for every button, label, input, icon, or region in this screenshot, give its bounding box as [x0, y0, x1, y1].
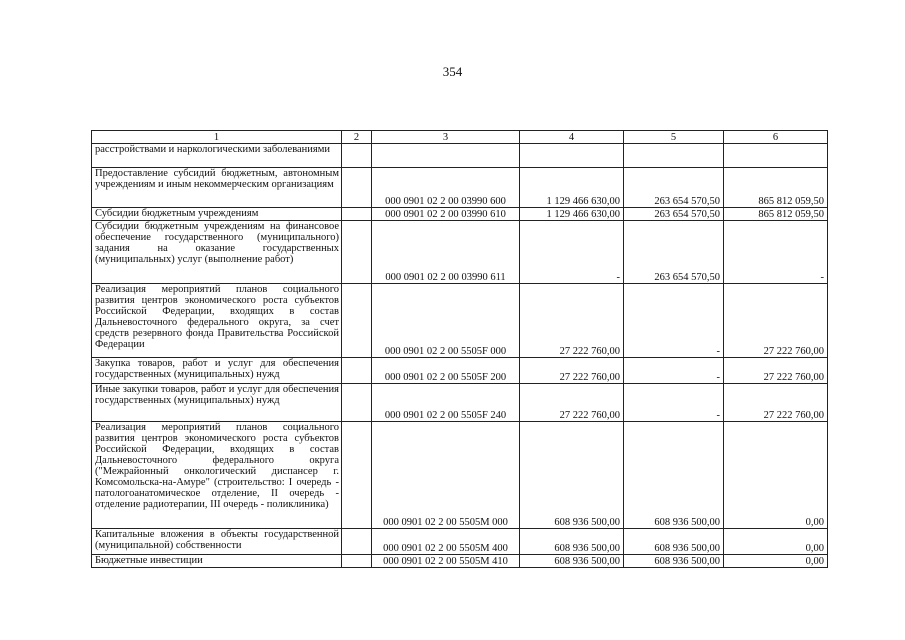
row-col-4: 1 129 466 630,00: [520, 168, 624, 208]
budget-table: [91, 130, 828, 568]
row-code: 000 0901 02 2 00 5505M 000: [372, 422, 520, 529]
row-col-2: [342, 384, 372, 422]
row-description: Бюджетные инвестиции: [92, 555, 342, 568]
row-code: 000 0901 02 2 00 03990 611: [372, 221, 520, 284]
row-col-6: 865 812 059,50: [724, 208, 828, 221]
row-col-5: -: [624, 284, 724, 358]
row-code: 000 0901 02 2 00 5505F 000: [372, 284, 520, 358]
row-col-4: [520, 144, 624, 168]
row-col-2: [342, 284, 372, 358]
row-col-2: [342, 358, 372, 384]
row-col-5: -: [624, 358, 724, 384]
row-col-4: 608 936 500,00: [520, 529, 624, 555]
row-col-2: [342, 529, 372, 555]
header-row: [92, 131, 828, 144]
header-col-6: 6: [724, 131, 828, 144]
table-row: [92, 208, 828, 221]
row-col-4: -: [520, 221, 624, 284]
row-col-5: [624, 144, 724, 168]
row-col-4: 27 222 760,00: [520, 284, 624, 358]
row-description: расстройствами и наркологическими заболеваниями: [92, 144, 342, 168]
table-row: [92, 144, 828, 168]
row-description: Предоставление субсидий бюджетным, автономным учреждениям и иным некоммерческим организациям: [92, 168, 342, 208]
row-col-4: 608 936 500,00: [520, 555, 624, 568]
row-col-6: 865 812 059,50: [724, 168, 828, 208]
row-col-6: 0,00: [724, 529, 828, 555]
row-col-5: 263 654 570,50: [624, 221, 724, 284]
table-row: [92, 284, 828, 358]
table-row: [92, 555, 828, 568]
header-col-5: 5: [624, 131, 724, 144]
row-description: Иные закупки товаров, работ и услуг для обеспечения государственных (муниципальных) нужд: [92, 384, 342, 422]
row-col-6: 27 222 760,00: [724, 384, 828, 422]
row-col-4: 27 222 760,00: [520, 358, 624, 384]
table-row: [92, 529, 828, 555]
row-col-6: [724, 144, 828, 168]
header-col-4: 4: [520, 131, 624, 144]
row-code: 000 0901 02 2 00 5505F 240: [372, 384, 520, 422]
row-code: 000 0901 02 2 00 5505M 400: [372, 529, 520, 555]
row-col-5: 263 654 570,50: [624, 168, 724, 208]
row-col-6: 0,00: [724, 422, 828, 529]
page-number: 354: [442, 64, 463, 79]
row-col-2: [342, 221, 372, 284]
row-col-5: -: [624, 384, 724, 422]
row-col-2: [342, 168, 372, 208]
row-col-5: 263 654 570,50: [624, 208, 724, 221]
row-description: Реализация мероприятий планов социального развития центров экономического роста субъектов Российской Федерации, входящих в состав Дальневосточного федерального округа, за счет средств резервного фонда Правительства Российской Федерации: [92, 284, 342, 358]
row-col-2: [342, 555, 372, 568]
header-col-1: 1: [92, 131, 342, 144]
header-col-3: 3: [372, 131, 520, 144]
row-col-6: -: [724, 221, 828, 284]
table-row: [92, 358, 828, 384]
row-code: 000 0901 02 2 00 5505F 200: [372, 358, 520, 384]
row-code: [372, 144, 520, 168]
table-row: [92, 422, 828, 529]
table-row: [92, 168, 828, 208]
row-code: 000 0901 02 2 00 03990 610: [372, 208, 520, 221]
row-col-5: 608 936 500,00: [624, 529, 724, 555]
row-description: Капитальные вложения в объекты государственной (муниципальной) собственности: [92, 529, 342, 555]
row-description: Закупка товаров, работ и услуг для обеспечения государственных (муниципальных) нужд: [92, 358, 342, 384]
row-col-2: [342, 208, 372, 221]
row-description: Субсидии бюджетным учреждениям на финансовое обеспечение государственного (муниципального) задания на оказание государственных (муниципальных) услуг (выполнение работ): [92, 221, 342, 284]
row-description: Субсидии бюджетным учреждениям: [92, 208, 342, 221]
row-code: 000 0901 02 2 00 5505M 410: [372, 555, 520, 568]
row-col-6: 27 222 760,00: [724, 284, 828, 358]
row-col-4: 27 222 760,00: [520, 384, 624, 422]
table-row: [92, 384, 828, 422]
row-col-2: [342, 144, 372, 168]
row-col-4: 608 936 500,00: [520, 422, 624, 529]
row-col-2: [342, 422, 372, 529]
row-col-4: 1 129 466 630,00: [520, 208, 624, 221]
row-description: Реализация мероприятий планов социального развития центров экономического роста субъектов Российской Федерации, входящих в состав Дальневосточного федерального округа ("Межрайонный онкологический диспансер г. Комсомольска-на-Амуре" (строительство: I очередь - патологоанатомическое отделение, II очередь - отделение радиотерапии, III очередь - поликлиника): [92, 422, 342, 529]
row-col-6: 27 222 760,00: [724, 358, 828, 384]
row-col-6: 0,00: [724, 555, 828, 568]
header-col-2: 2: [342, 131, 372, 144]
table-row: [92, 221, 828, 284]
row-col-5: 608 936 500,00: [624, 555, 724, 568]
row-col-5: 608 936 500,00: [624, 422, 724, 529]
row-code: 000 0901 02 2 00 03990 600: [372, 168, 520, 208]
